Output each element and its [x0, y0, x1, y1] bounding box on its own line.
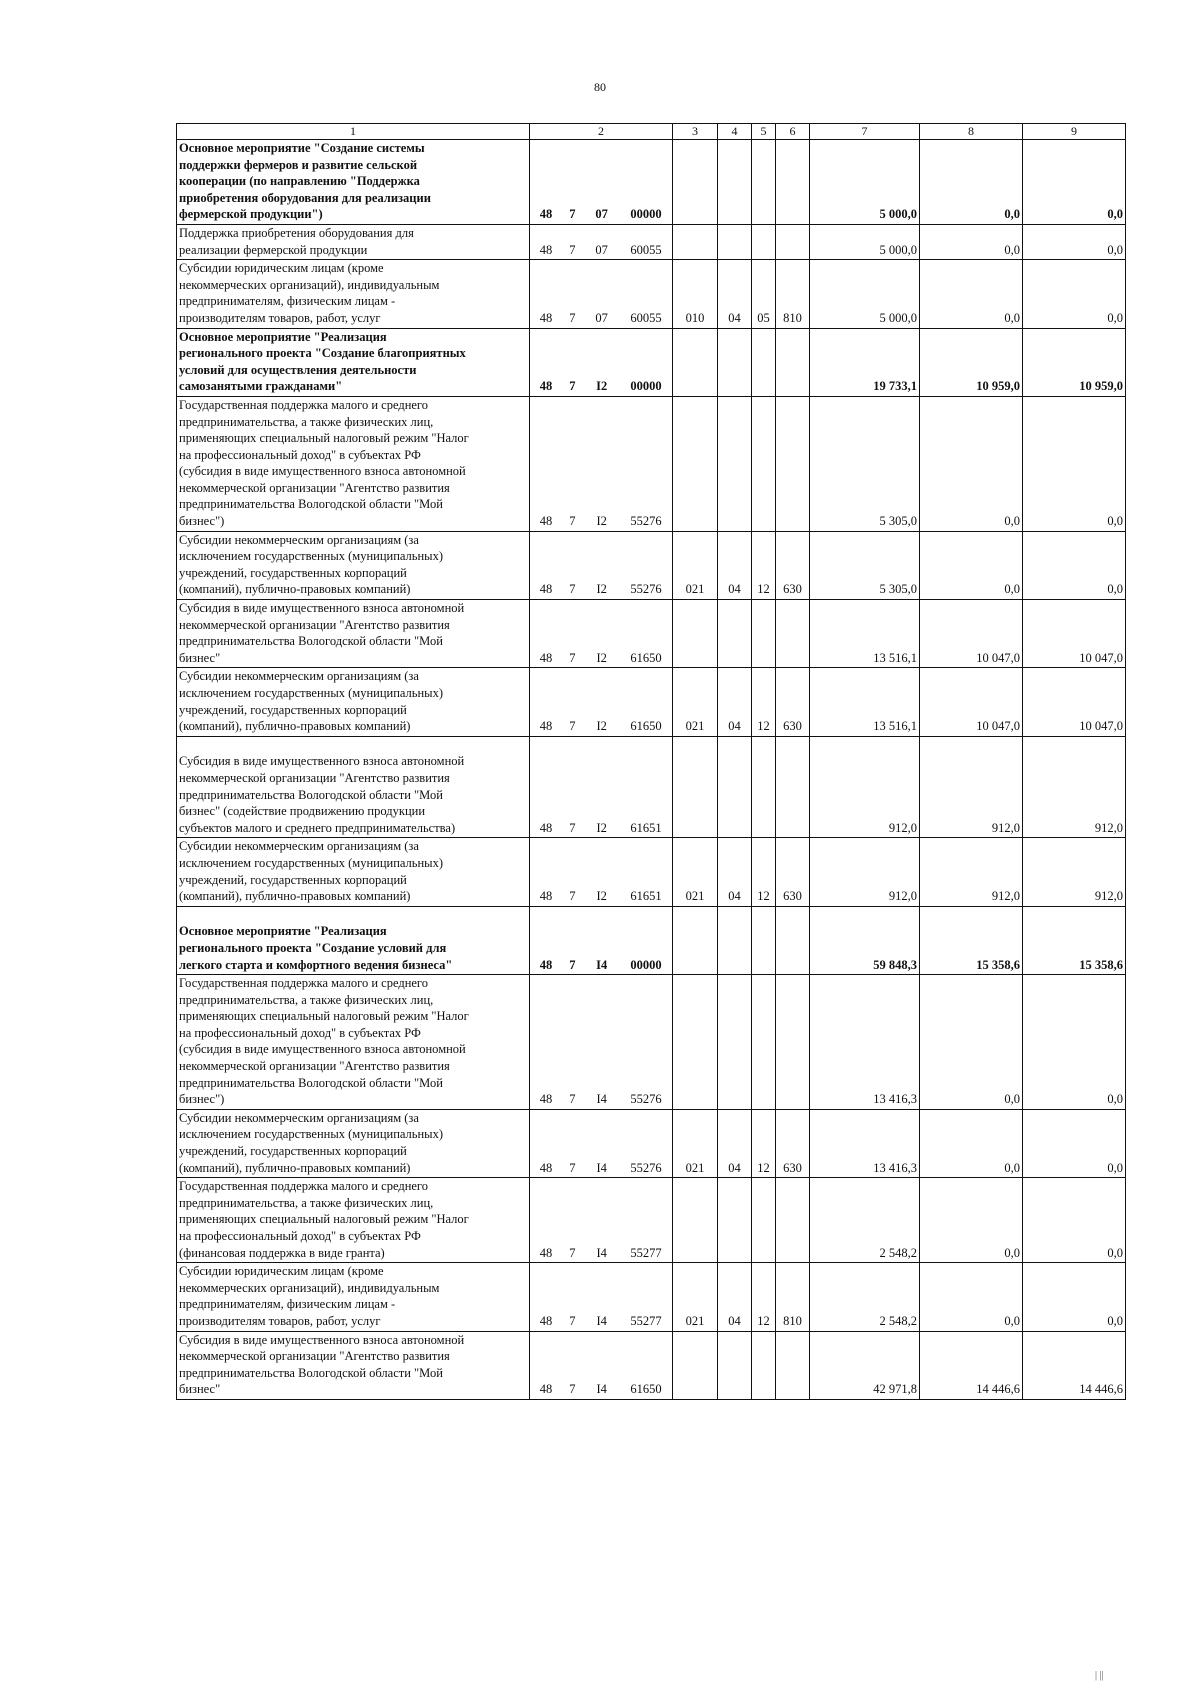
code-chapter: 48 [539, 820, 553, 835]
amount-col-8: 0,0 [920, 1263, 1023, 1331]
code-direction: 00000 [630, 379, 662, 394]
amount-col-7: 13 516,1 [810, 668, 920, 736]
col-4-cell: 04 [718, 531, 752, 599]
col-6-cell [776, 224, 810, 259]
classification-code [530, 975, 673, 1110]
code-subprogram: I4 [596, 1160, 607, 1175]
col-3-cell [673, 975, 718, 1110]
col-3-cell: 021 [673, 1263, 718, 1331]
amount-col-7: 19 733,1 [810, 328, 920, 396]
code-chapter: 48 [539, 582, 553, 597]
amount-col-9: 0,0 [1023, 975, 1126, 1110]
row-name: Субсидии юридическим лицам (кроме некоммерческих организаций), индивидуальным предпринимателям, физическим лицам - производителям товаров, работ, услуг [177, 260, 530, 328]
table-row [177, 1263, 1126, 1331]
amount-col-8: 0,0 [920, 140, 1023, 225]
code-program: 7 [569, 514, 576, 529]
table-row [177, 396, 1126, 531]
col-3-cell: 010 [673, 260, 718, 328]
col-3-cell [673, 906, 718, 974]
amount-col-7: 2 548,2 [810, 1178, 920, 1263]
amount-col-7: 5 000,0 [810, 260, 920, 328]
code-subprogram: I2 [596, 514, 607, 529]
code-direction: 61650 [630, 1382, 662, 1397]
row-name: Субсидия в виде имущественного взноса автономной некоммерческой организации "Агентство развития предпринимательства Вологодской области "Мой бизнес" [177, 1331, 530, 1399]
amount-col-8: 10 959,0 [920, 328, 1023, 396]
amount-col-8: 0,0 [920, 396, 1023, 531]
code-chapter: 48 [539, 957, 553, 972]
code-program: 7 [569, 310, 576, 325]
table-row [177, 260, 1126, 328]
code-program: 7 [569, 379, 576, 394]
header-cell: 4 [718, 124, 752, 140]
row-name: Субсидия в виде имущественного взноса автономной некоммерческой организации "Агентство развития предпринимательства Вологодской области "Мой бизнес" (содействие продвижению продукции субъектов малого и среднего предпринимательства) [177, 736, 530, 838]
code-program: 7 [569, 582, 576, 597]
col-5-cell [752, 140, 776, 225]
code-program: 7 [569, 1313, 576, 1328]
row-name: Государственная поддержка малого и среднего предпринимательства, а также физических лиц, применяющих специальный налоговый режим "Налог на профессиональный доход" в субъектах РФ (финансовая поддержка в виде гранта) [177, 1178, 530, 1263]
code-direction: 55276 [630, 1160, 662, 1175]
table-row [177, 668, 1126, 736]
table-row [177, 328, 1126, 396]
amount-col-8: 0,0 [920, 260, 1023, 328]
header-cell: 6 [776, 124, 810, 140]
col-4-cell [718, 224, 752, 259]
col-5-cell: 12 [752, 1263, 776, 1331]
col-4-cell: 04 [718, 838, 752, 906]
code-subprogram: 07 [595, 310, 608, 325]
col-4-cell [718, 736, 752, 838]
col-6-cell [776, 906, 810, 974]
row-name: Основное мероприятие "Реализация регионального проекта "Создание условий для легкого старта и комфортного ведения бизнеса" [177, 906, 530, 974]
code-direction: 61651 [630, 820, 662, 835]
code-program: 7 [569, 1160, 576, 1175]
col-3-cell [673, 396, 718, 531]
code-subprogram: I4 [596, 957, 608, 972]
code-direction: 61650 [630, 650, 662, 665]
col-6-cell: 810 [776, 260, 810, 328]
classification-code [530, 328, 673, 396]
col-5-cell [752, 1331, 776, 1399]
amount-col-7: 59 848,3 [810, 906, 920, 974]
col-6-cell [776, 736, 810, 838]
code-chapter: 48 [539, 1092, 553, 1107]
amount-col-8: 0,0 [920, 1109, 1023, 1177]
classification-code [530, 600, 673, 668]
col-4-cell: 04 [718, 668, 752, 736]
amount-col-8: 0,0 [920, 531, 1023, 599]
col-3-cell: 021 [673, 668, 718, 736]
col-4-cell: 04 [718, 260, 752, 328]
header-cell: 7 [810, 124, 920, 140]
scan-edge-mark: | || [1095, 1670, 1104, 1681]
header-cell: 8 [920, 124, 1023, 140]
code-chapter: 48 [539, 242, 553, 257]
col-4-cell: 04 [718, 1109, 752, 1177]
code-chapter: 48 [539, 719, 553, 734]
code-program: 7 [569, 650, 576, 665]
code-direction: 61650 [630, 719, 662, 734]
col-4-cell [718, 140, 752, 225]
col-5-cell: 05 [752, 260, 776, 328]
col-4-cell [718, 975, 752, 1110]
classification-code [530, 1178, 673, 1263]
col-3-cell [673, 600, 718, 668]
amount-col-9: 0,0 [1023, 1109, 1126, 1177]
col-5-cell [752, 736, 776, 838]
page-number: 80 [594, 80, 606, 94]
table-row [177, 736, 1126, 838]
amount-col-8: 15 358,6 [920, 906, 1023, 974]
amount-col-9: 0,0 [1023, 396, 1126, 531]
col-5-cell [752, 906, 776, 974]
code-program: 7 [569, 719, 576, 734]
code-program: 7 [569, 242, 576, 257]
amount-col-9: 0,0 [1023, 224, 1126, 259]
col-4-cell [718, 396, 752, 531]
col-5-cell [752, 975, 776, 1110]
code-chapter: 48 [539, 1313, 553, 1328]
code-subprogram: I2 [596, 379, 608, 394]
col-6-cell: 630 [776, 1109, 810, 1177]
row-name: Субсидии некоммерческим организациям (за исключением государственных (муниципальных) учреждений, государственных корпораций (компаний), публично-правовых компаний) [177, 531, 530, 599]
col-4-cell [718, 906, 752, 974]
header-cell: 2 [530, 124, 673, 140]
col-6-cell [776, 600, 810, 668]
amount-col-7: 13 416,3 [810, 1109, 920, 1177]
header-cell: 3 [673, 124, 718, 140]
classification-code [530, 1331, 673, 1399]
amount-col-9: 10 047,0 [1023, 668, 1126, 736]
col-6-cell: 630 [776, 531, 810, 599]
amount-col-7: 5 000,0 [810, 224, 920, 259]
code-direction: 55276 [630, 582, 662, 597]
code-chapter: 48 [539, 1245, 553, 1260]
col-3-cell [673, 140, 718, 225]
code-direction: 60055 [630, 310, 662, 325]
code-subprogram: 07 [595, 207, 608, 222]
code-direction: 55277 [630, 1245, 662, 1260]
row-name: Государственная поддержка малого и среднего предпринимательства, а также физических лиц, применяющих специальный налоговый режим "Налог на профессиональный доход" в субъектах РФ (субсидия в виде имущественного взноса автономной некоммерческой организации "Агентство развития предпринимательства Вологодской области "Мой бизнес") [177, 975, 530, 1110]
classification-code [530, 906, 673, 974]
col-6-cell: 630 [776, 668, 810, 736]
table-row [177, 224, 1126, 259]
amount-col-7: 5 305,0 [810, 396, 920, 531]
col-3-cell [673, 736, 718, 838]
col-5-cell [752, 600, 776, 668]
amount-col-7: 5 000,0 [810, 140, 920, 225]
classification-code [530, 1109, 673, 1177]
col-3-cell: 021 [673, 838, 718, 906]
table-row [177, 1331, 1126, 1399]
col-4-cell [718, 1331, 752, 1399]
header-cell: 9 [1023, 124, 1126, 140]
table-row [177, 140, 1126, 225]
col-4-cell [718, 1178, 752, 1263]
amount-col-9: 0,0 [1023, 260, 1126, 328]
amount-col-8: 912,0 [920, 736, 1023, 838]
col-5-cell [752, 224, 776, 259]
classification-code [530, 838, 673, 906]
col-6-cell [776, 1178, 810, 1263]
amount-col-7: 5 305,0 [810, 531, 920, 599]
amount-col-8: 912,0 [920, 838, 1023, 906]
amount-col-7: 912,0 [810, 838, 920, 906]
table-row [177, 906, 1126, 974]
classification-code [530, 531, 673, 599]
row-name: Субсидии юридическим лицам (кроме некоммерческих организаций), индивидуальным предпринимателям, физическим лицам - производителям товаров, работ, услуг [177, 1263, 530, 1331]
table-row [177, 531, 1126, 599]
amount-col-7: 42 971,8 [810, 1331, 920, 1399]
col-5-cell: 12 [752, 668, 776, 736]
classification-code [530, 1263, 673, 1331]
amount-col-9: 912,0 [1023, 736, 1126, 838]
col-5-cell: 12 [752, 531, 776, 599]
code-program: 7 [569, 820, 576, 835]
col-3-cell [673, 224, 718, 259]
table-row [177, 975, 1126, 1110]
table-row [177, 1109, 1126, 1177]
row-name: Субсидии некоммерческим организациям (за исключением государственных (муниципальных) учреждений, государственных корпораций (компаний), публично-правовых компаний) [177, 838, 530, 906]
code-program: 7 [569, 207, 576, 222]
code-subprogram: I4 [596, 1092, 607, 1107]
col-3-cell [673, 328, 718, 396]
row-name: Основное мероприятие "Реализация регионального проекта "Создание благоприятных условий для осуществления деятельности самозанятыми гражданами" [177, 328, 530, 396]
col-5-cell [752, 1178, 776, 1263]
col-4-cell: 04 [718, 1263, 752, 1331]
col-3-cell [673, 1331, 718, 1399]
code-chapter: 48 [539, 650, 553, 665]
col-6-cell: 630 [776, 838, 810, 906]
classification-code [530, 668, 673, 736]
code-chapter: 48 [539, 310, 553, 325]
col-4-cell [718, 600, 752, 668]
col-6-cell [776, 328, 810, 396]
col-6-cell [776, 1331, 810, 1399]
amount-col-9: 10 047,0 [1023, 600, 1126, 668]
code-subprogram: I4 [596, 1313, 607, 1328]
amount-col-9: 0,0 [1023, 1178, 1126, 1263]
col-4-cell [718, 328, 752, 396]
row-name: Субсидии некоммерческим организациям (за исключением государственных (муниципальных) учреждений, государственных корпораций (компаний), публично-правовых компаний) [177, 668, 530, 736]
amount-col-7: 13 416,3 [810, 975, 920, 1110]
row-name: Субсидия в виде имущественного взноса автономной некоммерческой организации "Агентство развития предпринимательства Вологодской области "Мой бизнес" [177, 600, 530, 668]
col-3-cell [673, 1178, 718, 1263]
col-5-cell: 12 [752, 838, 776, 906]
code-subprogram: 07 [595, 242, 608, 257]
amount-col-9: 15 358,6 [1023, 906, 1126, 974]
col-6-cell [776, 975, 810, 1110]
amount-col-9: 912,0 [1023, 838, 1126, 906]
amount-col-9: 0,0 [1023, 531, 1126, 599]
code-chapter: 48 [539, 207, 553, 222]
header-cell: 1 [177, 124, 530, 140]
code-subprogram: I2 [596, 820, 607, 835]
code-direction: 55277 [630, 1313, 662, 1328]
code-subprogram: I2 [596, 889, 607, 904]
col-3-cell: 021 [673, 1109, 718, 1177]
code-chapter: 48 [539, 1382, 553, 1397]
code-program: 7 [569, 1245, 576, 1260]
col-3-cell: 021 [673, 531, 718, 599]
budget-table [176, 123, 1126, 1400]
amount-col-9: 14 446,6 [1023, 1331, 1126, 1399]
code-chapter: 48 [539, 889, 553, 904]
col-5-cell: 12 [752, 1109, 776, 1177]
amount-col-8: 0,0 [920, 224, 1023, 259]
classification-code [530, 140, 673, 225]
amount-col-8: 14 446,6 [920, 1331, 1023, 1399]
classification-code [530, 736, 673, 838]
amount-col-8: 10 047,0 [920, 600, 1023, 668]
col-5-cell [752, 396, 776, 531]
classification-code [530, 260, 673, 328]
row-name: Субсидии некоммерческим организациям (за исключением государственных (муниципальных) учреждений, государственных корпораций (компаний), публично-правовых компаний) [177, 1109, 530, 1177]
amount-col-7: 912,0 [810, 736, 920, 838]
amount-col-8: 0,0 [920, 1178, 1023, 1263]
code-chapter: 48 [539, 1160, 553, 1175]
classification-code [530, 224, 673, 259]
amount-col-7: 2 548,2 [810, 1263, 920, 1331]
code-program: 7 [569, 889, 576, 904]
header-row [177, 124, 1126, 140]
table-row [177, 1178, 1126, 1263]
code-chapter: 48 [539, 379, 553, 394]
code-direction: 55276 [630, 514, 662, 529]
code-chapter: 48 [539, 514, 553, 529]
col-6-cell [776, 140, 810, 225]
amount-col-9: 10 959,0 [1023, 328, 1126, 396]
code-direction: 61651 [630, 889, 662, 904]
code-subprogram: I2 [596, 582, 607, 597]
col-6-cell [776, 396, 810, 531]
code-subprogram: I4 [596, 1382, 607, 1397]
classification-code [530, 396, 673, 531]
amount-col-8: 0,0 [920, 975, 1023, 1110]
row-name: Поддержка приобретения оборудования для реализации фермерской продукции [177, 224, 530, 259]
code-direction: 00000 [630, 957, 662, 972]
col-5-cell [752, 328, 776, 396]
code-subprogram: I4 [596, 1245, 607, 1260]
code-subprogram: I2 [596, 650, 607, 665]
amount-col-9: 0,0 [1023, 1263, 1126, 1331]
row-name: Государственная поддержка малого и среднего предпринимательства, а также физических лиц, применяющих специальный налоговый режим "Налог на профессиональный доход" в субъектах РФ (субсидия в виде имущественного взноса автономной некоммерческой организации "Агентство развития предпринимательства Вологодской области "Мой бизнес") [177, 396, 530, 531]
col-6-cell: 810 [776, 1263, 810, 1331]
code-subprogram: I2 [596, 719, 607, 734]
code-direction: 55276 [630, 1092, 662, 1107]
header-cell: 5 [752, 124, 776, 140]
code-program: 7 [569, 1092, 576, 1107]
amount-col-9: 0,0 [1023, 140, 1126, 225]
code-direction: 00000 [630, 207, 662, 222]
amount-col-8: 10 047,0 [920, 668, 1023, 736]
amount-col-7: 13 516,1 [810, 600, 920, 668]
table-row [177, 600, 1126, 668]
table-row [177, 838, 1126, 906]
row-name: Основное мероприятие "Создание системы поддержки фермеров и развитие сельской кооперации (по направлению "Поддержка приобретения оборудования для реализации фермерской продукции") [177, 140, 530, 225]
code-direction: 60055 [630, 242, 662, 257]
code-program: 7 [569, 1382, 576, 1397]
code-program: 7 [569, 957, 576, 972]
